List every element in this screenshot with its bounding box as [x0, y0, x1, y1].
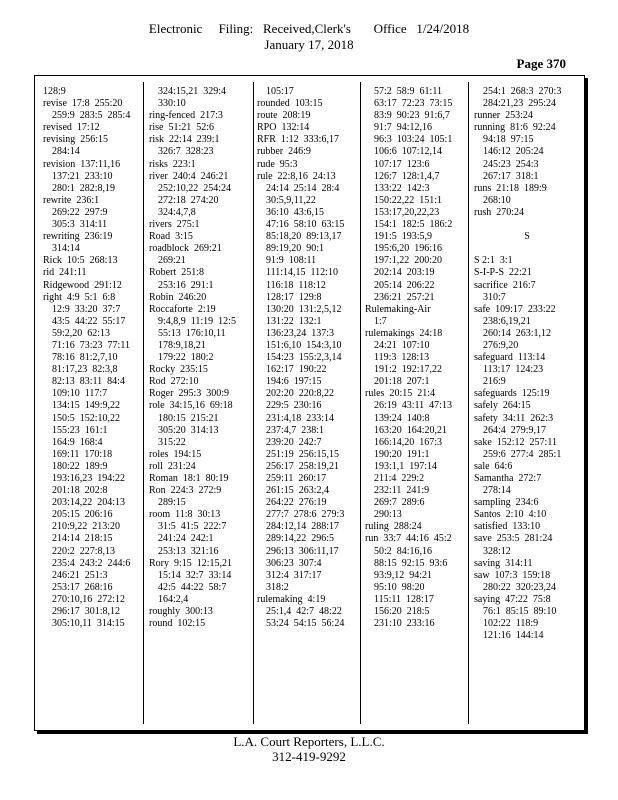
index-line: 93:9,12 94:21 — [374, 569, 433, 581]
index-line: right 4:9 5:1 6:8 — [43, 291, 116, 303]
index-line: 202:14 203:19 — [374, 267, 435, 279]
index-line: 91:9 108:11 — [266, 255, 317, 267]
index-column-1 — [43, 86, 130, 630]
index-line: sake 152:12 257:11 — [474, 436, 557, 448]
index-line: 107:17 123:6 — [374, 158, 430, 170]
index-line: 131:22 132:1 — [266, 315, 322, 327]
index-line: 259:9 283:5 285:4 — [52, 110, 131, 122]
column-divider — [360, 82, 361, 724]
index-line: ring-fenced 217:3 — [149, 110, 223, 122]
index-line: 231:10 233:16 — [374, 618, 435, 630]
index-line: 55:13 176:10,11 — [158, 327, 226, 339]
index-line: 296:13 306:11,17 — [266, 545, 339, 557]
index-line: Rocky 235:15 — [149, 364, 208, 376]
index-line: safe 109:17 233:22 — [474, 303, 556, 315]
index-line: Robert 251:8 — [149, 267, 204, 279]
index-line: 115:11 128:17 — [374, 593, 434, 605]
index-line: safeguard 113:14 — [474, 352, 546, 364]
index-line: 253:13 321:16 — [158, 545, 219, 557]
index-line: rulemakings 24:18 — [365, 327, 443, 339]
index-line: rush 270:24 — [474, 206, 524, 218]
index-line: Ridgewood 291:12 — [43, 279, 122, 291]
index-line: 128:17 129:8 — [266, 291, 322, 303]
index-line: 163:20 164:20,21 — [374, 424, 448, 436]
index-line: 289:15 — [158, 497, 186, 509]
index-line: 25:1,4 42:7 48:22 — [266, 606, 342, 618]
index-column-4 — [365, 86, 452, 630]
column-divider — [253, 82, 254, 724]
index-line: 314:14 — [52, 243, 80, 255]
index-line: 205:15 206:16 — [52, 509, 113, 521]
filing-stamp: Electronic Filing: Received,Clerk's Office 1/24/2018 — [148, 21, 470, 36]
index-line: 253:17 268:16 — [52, 581, 113, 593]
index-line: 312:4 317:17 — [266, 569, 322, 581]
index-line: S — [524, 231, 530, 243]
index-line: 238:6,19,21 — [483, 315, 531, 327]
index-line: safeguards 125:19 — [474, 388, 550, 400]
index-line: 85:18,20 89:13,17 — [266, 231, 342, 243]
index-line: rules 20:15 21:4 — [365, 388, 435, 400]
index-line: Roccaforte 2:19 — [149, 303, 216, 315]
index-line: rubber 246:9 — [257, 146, 311, 158]
index-line: 259:6 277:4 285:1 — [483, 448, 562, 460]
index-line: 211:4 229:2 — [374, 473, 425, 484]
index-line: 179:22 180:2 — [158, 352, 214, 364]
index-line: 269:21 — [158, 255, 186, 267]
index-line: 232:11 241:9 — [374, 485, 430, 497]
index-line: 133:22 142:3 — [374, 182, 430, 194]
index-line: 278:14 — [483, 485, 511, 497]
index-line: rounded 103:15 — [257, 98, 323, 110]
index-line: 82:13 83:11 84:4 — [52, 376, 125, 388]
index-line: 111:14,15 112:10 — [266, 267, 338, 279]
index-line: 150:5 152:10,22 — [52, 412, 121, 424]
index-line: 280:1 282:8,19 — [52, 182, 116, 194]
index-line: 306:23 307:4 — [266, 557, 322, 569]
index-line: 105:17 — [266, 86, 294, 97]
index-line: 270:10,16 272:12 — [52, 593, 126, 605]
index-line: 169:11 170:18 — [52, 448, 113, 460]
index-line: 53:24 54:15 56:24 — [266, 618, 345, 630]
index-line: Robin 246:20 — [149, 291, 207, 303]
index-line: 88:15 92:15 93:6 — [374, 557, 448, 569]
page-number: Page 370 — [516, 56, 566, 71]
index-line: safely 264:15 — [474, 400, 531, 412]
index-line: 197:1,22 200:20 — [374, 255, 443, 267]
index-line: river 240:4 246:21 — [149, 170, 229, 182]
index-line: 237:4,7 238:1 — [266, 424, 325, 436]
index-line: 164:9 168:4 — [52, 436, 103, 448]
reporter-phone: 312-419-9292 — [272, 749, 346, 764]
index-line: Santos 2:10 4:10 — [474, 509, 547, 521]
index-line: round 102:15 — [149, 618, 206, 630]
index-line: 328:12 — [483, 545, 511, 557]
index-line: 9:4,8,9 11:19 12:5 — [158, 315, 236, 327]
index-line: RPO 132:14 — [257, 122, 310, 134]
index-line: 136:23,24 137:3 — [266, 327, 335, 339]
index-line: 239:20 242:7 — [266, 436, 322, 448]
filing-date: January 17, 2018 — [264, 37, 354, 52]
index-line: 164:2,4 — [158, 593, 189, 605]
index-line: 191:2 192:17,22 — [374, 364, 443, 376]
index-line: 264:22 276:19 — [266, 497, 327, 509]
index-line: 201:18 202:8 — [52, 485, 108, 497]
index-line: 130:20 131:2,5,12 — [266, 303, 342, 315]
index-line: Rick 10:5 268:13 — [43, 255, 118, 267]
index-line — [474, 243, 580, 255]
index-line: 276:9,20 — [483, 339, 519, 351]
index-line: 289:14,22 296:5 — [266, 533, 335, 545]
index-line: rise 51:21 52:6 — [149, 122, 214, 134]
index-line: 24:21 107:10 — [374, 339, 430, 351]
index-line: S 2:1 3:1 — [474, 255, 513, 267]
index-line: 96:3 103:24 105:1 — [374, 134, 453, 146]
index-line: risk 22:14 239:1 — [149, 134, 220, 146]
index-line: 24:14 25:14 28:4 — [266, 182, 340, 194]
column-divider — [468, 82, 469, 724]
index-column-3 — [257, 86, 344, 630]
index-line: satisfied 133:10 — [474, 521, 541, 533]
index-line: sale 64:6 — [474, 460, 513, 472]
index-line: running 81:6 92:24 — [474, 122, 556, 134]
index-line: 191:5 193:5,9 — [374, 231, 433, 243]
index-line: 284:12,14 288:17 — [266, 521, 340, 533]
index-line: rulemaking 4:19 — [257, 593, 326, 605]
index-line: 229:5 230:16 — [266, 400, 322, 412]
index-line: Rory 9:15 12:15,21 — [149, 557, 233, 569]
index-line: 30:5,9,11,22 — [266, 194, 316, 206]
index-line: room 11:8 30:13 — [149, 509, 221, 521]
index-line: 162:17 190:22 — [266, 364, 327, 376]
index-line: revision 137:11,16 — [43, 158, 121, 170]
index-line: 269:7 289:6 — [374, 497, 425, 509]
index-line: 119:3 128:13 — [374, 352, 430, 364]
index-line: saying 47:22 75:8 — [474, 593, 551, 605]
index-line: 155:23 161:1 — [52, 424, 108, 436]
index-line: 1:7 — [374, 315, 387, 327]
index-line: 236:21 257:21 — [374, 291, 435, 303]
index-line: 57:2 58:9 61:11 — [374, 86, 442, 97]
column-divider — [143, 82, 144, 724]
index-line: risks 223:1 — [149, 158, 196, 170]
index-line: saw 107:3 159:18 — [474, 569, 551, 581]
index-line: S-I-P-S 22:21 — [474, 267, 532, 279]
index-line: 214:14 218:15 — [52, 533, 113, 545]
index-line: 290:13 — [374, 509, 402, 521]
index-line: 310:7 — [483, 291, 506, 303]
index-line: 116:18 118:12 — [266, 279, 326, 291]
index-line: 231:4,18 233:14 — [266, 412, 335, 424]
index-line: 330:10 — [158, 98, 186, 110]
index-line: 63:17 72:23 73:15 — [374, 98, 453, 110]
index-line: saving 314:11 — [474, 557, 533, 569]
index-line: 128:9 — [43, 86, 66, 97]
index-line: revising 256:15 — [43, 134, 108, 146]
reporter-name: L.A. Court Reporters, L.L.C. — [233, 734, 385, 749]
index-line: 36:10 43:6,15 — [266, 206, 325, 218]
index-line: 235:4 243:2 244:6 — [52, 557, 131, 569]
index-line: 76:1 85:15 89:10 — [483, 606, 557, 618]
index-line: 260:14 263:1,12 — [483, 327, 552, 339]
index-line: roll 231:24 — [149, 460, 196, 472]
index-line: run 33:7 44:16 45:2 — [365, 533, 452, 545]
index-line: Rulemaking-Air — [365, 303, 431, 315]
index-line: 91:7 94:12,16 — [374, 122, 433, 134]
index-line: 254:1 268:3 270:3 — [483, 86, 562, 97]
index-line: 154:1 182:5 186:2 — [374, 219, 453, 231]
index-line: 109:10 117:7 — [52, 388, 108, 400]
index-line: 253:16 291:1 — [158, 279, 214, 291]
index-line: 284:14 — [52, 146, 80, 158]
index-line: 268:10 — [483, 194, 511, 206]
index-line: 83:9 90:23 91:6,7 — [374, 110, 450, 122]
index-line: 195:6,20 196:16 — [374, 243, 443, 255]
index-line: Roger 295:3 300:9 — [149, 388, 229, 400]
index-line: 284:21,23 295:24 — [483, 98, 557, 110]
index-line: 193:1,1 197:14 — [374, 460, 438, 472]
index-line: 324:15,21 329:4 — [158, 86, 227, 97]
index-line — [474, 219, 580, 231]
index-line: 245:23 254:3 — [483, 158, 539, 170]
index-line: role 34:15,16 69:18 — [149, 400, 233, 412]
index-line: 296:17 301:8,12 — [52, 606, 121, 618]
index-line: rivers 275:1 — [149, 219, 200, 231]
index-line: 280:22 320:23,24 — [483, 581, 557, 593]
index-line: 277:7 278:6 279:3 — [266, 509, 345, 521]
index-line: 166:14,20 167:3 — [374, 436, 443, 448]
index-line: 94:18 97:15 — [483, 134, 534, 146]
index-line: 150:22,22 151:1 — [374, 194, 443, 206]
index-line: 78:16 81:2,7,10 — [52, 352, 118, 364]
index-line: Samantha 272:7 — [474, 473, 542, 484]
index-line: 326:7 328:23 — [158, 146, 214, 158]
index-line: 318:2 — [266, 581, 289, 593]
index-line: 259:11 260:17 — [266, 473, 327, 484]
index-line: 193:16,23 194:22 — [52, 473, 126, 484]
index-line: 134:15 149:9,22 — [52, 400, 121, 412]
index-line: Rod 272:10 — [149, 376, 199, 388]
index-line: 202:20 220:8,22 — [266, 388, 335, 400]
index-column-5 — [474, 86, 580, 642]
index-line: 31:5 41:5 222:7 — [158, 521, 227, 533]
index-line: 251:19 256:15,15 — [266, 448, 340, 460]
index-line: 137:21 233:10 — [52, 170, 113, 182]
index-line: ruling 288:24 — [365, 521, 422, 533]
index-line: 220:2 227:8,13 — [52, 545, 116, 557]
index-line: 43:5 44:22 55:17 — [52, 315, 126, 327]
index-line: 201:18 207:1 — [374, 376, 430, 388]
index-line: save 253:5 281:24 — [474, 533, 553, 545]
index-line: 264:4 279:9,17 — [483, 424, 547, 436]
index-line: 50:2 84:16,16 — [374, 545, 433, 557]
index-line: 139:24 140:8 — [374, 412, 430, 424]
index-line: 269:22 297:9 — [52, 206, 108, 218]
index-line: 315:22 — [158, 436, 186, 448]
index-line: 261:15 263:2,4 — [266, 485, 330, 497]
index-line: 121:16 144:14 — [483, 630, 544, 642]
index-line: 203:14,22 204:13 — [52, 497, 126, 509]
index-line: route 208:19 — [257, 110, 311, 122]
index-line: 15:14 32:7 33:14 — [158, 569, 232, 581]
index-line: 305:10,11 314:15 — [52, 618, 125, 630]
index-line: RFR 1:12 333:6,17 — [257, 134, 339, 146]
index-line: rewrite 236:1 — [43, 194, 100, 206]
index-line: 26:19 43:11 47:13 — [374, 400, 452, 412]
index-line: 210:9,22 213:20 — [52, 521, 121, 533]
index-line: 95:10 98:20 — [374, 581, 425, 593]
index-line: 12:9 33:20 37:7 — [52, 303, 121, 315]
index-line: Road 3:15 — [149, 231, 193, 243]
index-line: 252:10,22 254:24 — [158, 182, 232, 194]
index-line: rude 95:3 — [257, 158, 298, 170]
index-line: 241:24 242:1 — [158, 533, 214, 545]
index-line: 113:17 124:23 — [483, 364, 544, 376]
index-line: 246:21 251:3 — [52, 569, 108, 581]
index-line: 256:17 258:19,21 — [266, 460, 340, 472]
index-line: 305:20 314:13 — [158, 424, 219, 436]
index-line: 190:20 191:1 — [374, 448, 430, 460]
index-line: 180:22 189:9 — [52, 460, 108, 472]
index-line: 324:4,7,8 — [158, 206, 196, 218]
index-line: 89:19,20 90:1 — [266, 243, 325, 255]
index-line: revise 17:8 255:20 — [43, 98, 123, 110]
index-line: 151:6,10 154:3,10 — [266, 339, 342, 351]
index-column-2 — [149, 86, 236, 630]
index-line: sampling 234:6 — [474, 497, 539, 509]
index-line: roughly 300:13 — [149, 606, 213, 618]
index-line: roles 194:15 — [149, 448, 202, 460]
index-line: 180:15 215:21 — [158, 412, 219, 424]
index-line: 106:6 107:12,14 — [374, 146, 443, 158]
index-box — [34, 75, 585, 731]
index-line: 216:9 — [483, 376, 506, 388]
index-line: 71:16 73:23 77:11 — [52, 339, 130, 351]
index-line: 305:3 314:11 — [52, 219, 108, 231]
index-line: 47:16 58:10 63:15 — [266, 219, 345, 231]
index-line: 126:7 128:1,4,7 — [374, 170, 440, 182]
index-line: Ron 224:3 272:9 — [149, 485, 222, 497]
index-line: runner 253:24 — [474, 110, 533, 122]
index-line: 59:2,20 62:13 — [52, 327, 111, 339]
index-line: runs 21:18 189:9 — [474, 182, 547, 194]
index-line: roadblock 269:21 — [149, 243, 222, 255]
index-line: Roman 18:1 80:19 — [149, 473, 229, 484]
index-line: 81:17,23 82:3,8 — [52, 364, 118, 376]
index-line: revised 17:12 — [43, 122, 100, 134]
index-line: rule 22:8,16 24:13 — [257, 170, 336, 182]
index-line: 153:17,20,22,23 — [374, 206, 440, 218]
index-line: 156:20 218:5 — [374, 606, 430, 618]
index-line: 154:23 155:2,3,14 — [266, 352, 342, 364]
index-line: safety 34:11 262:3 — [474, 412, 554, 424]
index-line: 178:9,18,21 — [158, 339, 206, 351]
index-line: 42:5 44:22 58:7 — [158, 581, 227, 593]
index-line: rewriting 236:19 — [43, 231, 113, 243]
index-line: 272:18 274:20 — [158, 194, 219, 206]
index-line: 205:14 206:22 — [374, 279, 435, 291]
index-line: sacrifice 216:7 — [474, 279, 536, 291]
index-line: 102:22 118:9 — [483, 618, 539, 630]
index-line: 267:17 318:1 — [483, 170, 539, 182]
index-line: 194:6 197:15 — [266, 376, 322, 388]
index-line: 146:12 205:24 — [483, 146, 544, 158]
index-line: rid 241:11 — [43, 267, 87, 279]
